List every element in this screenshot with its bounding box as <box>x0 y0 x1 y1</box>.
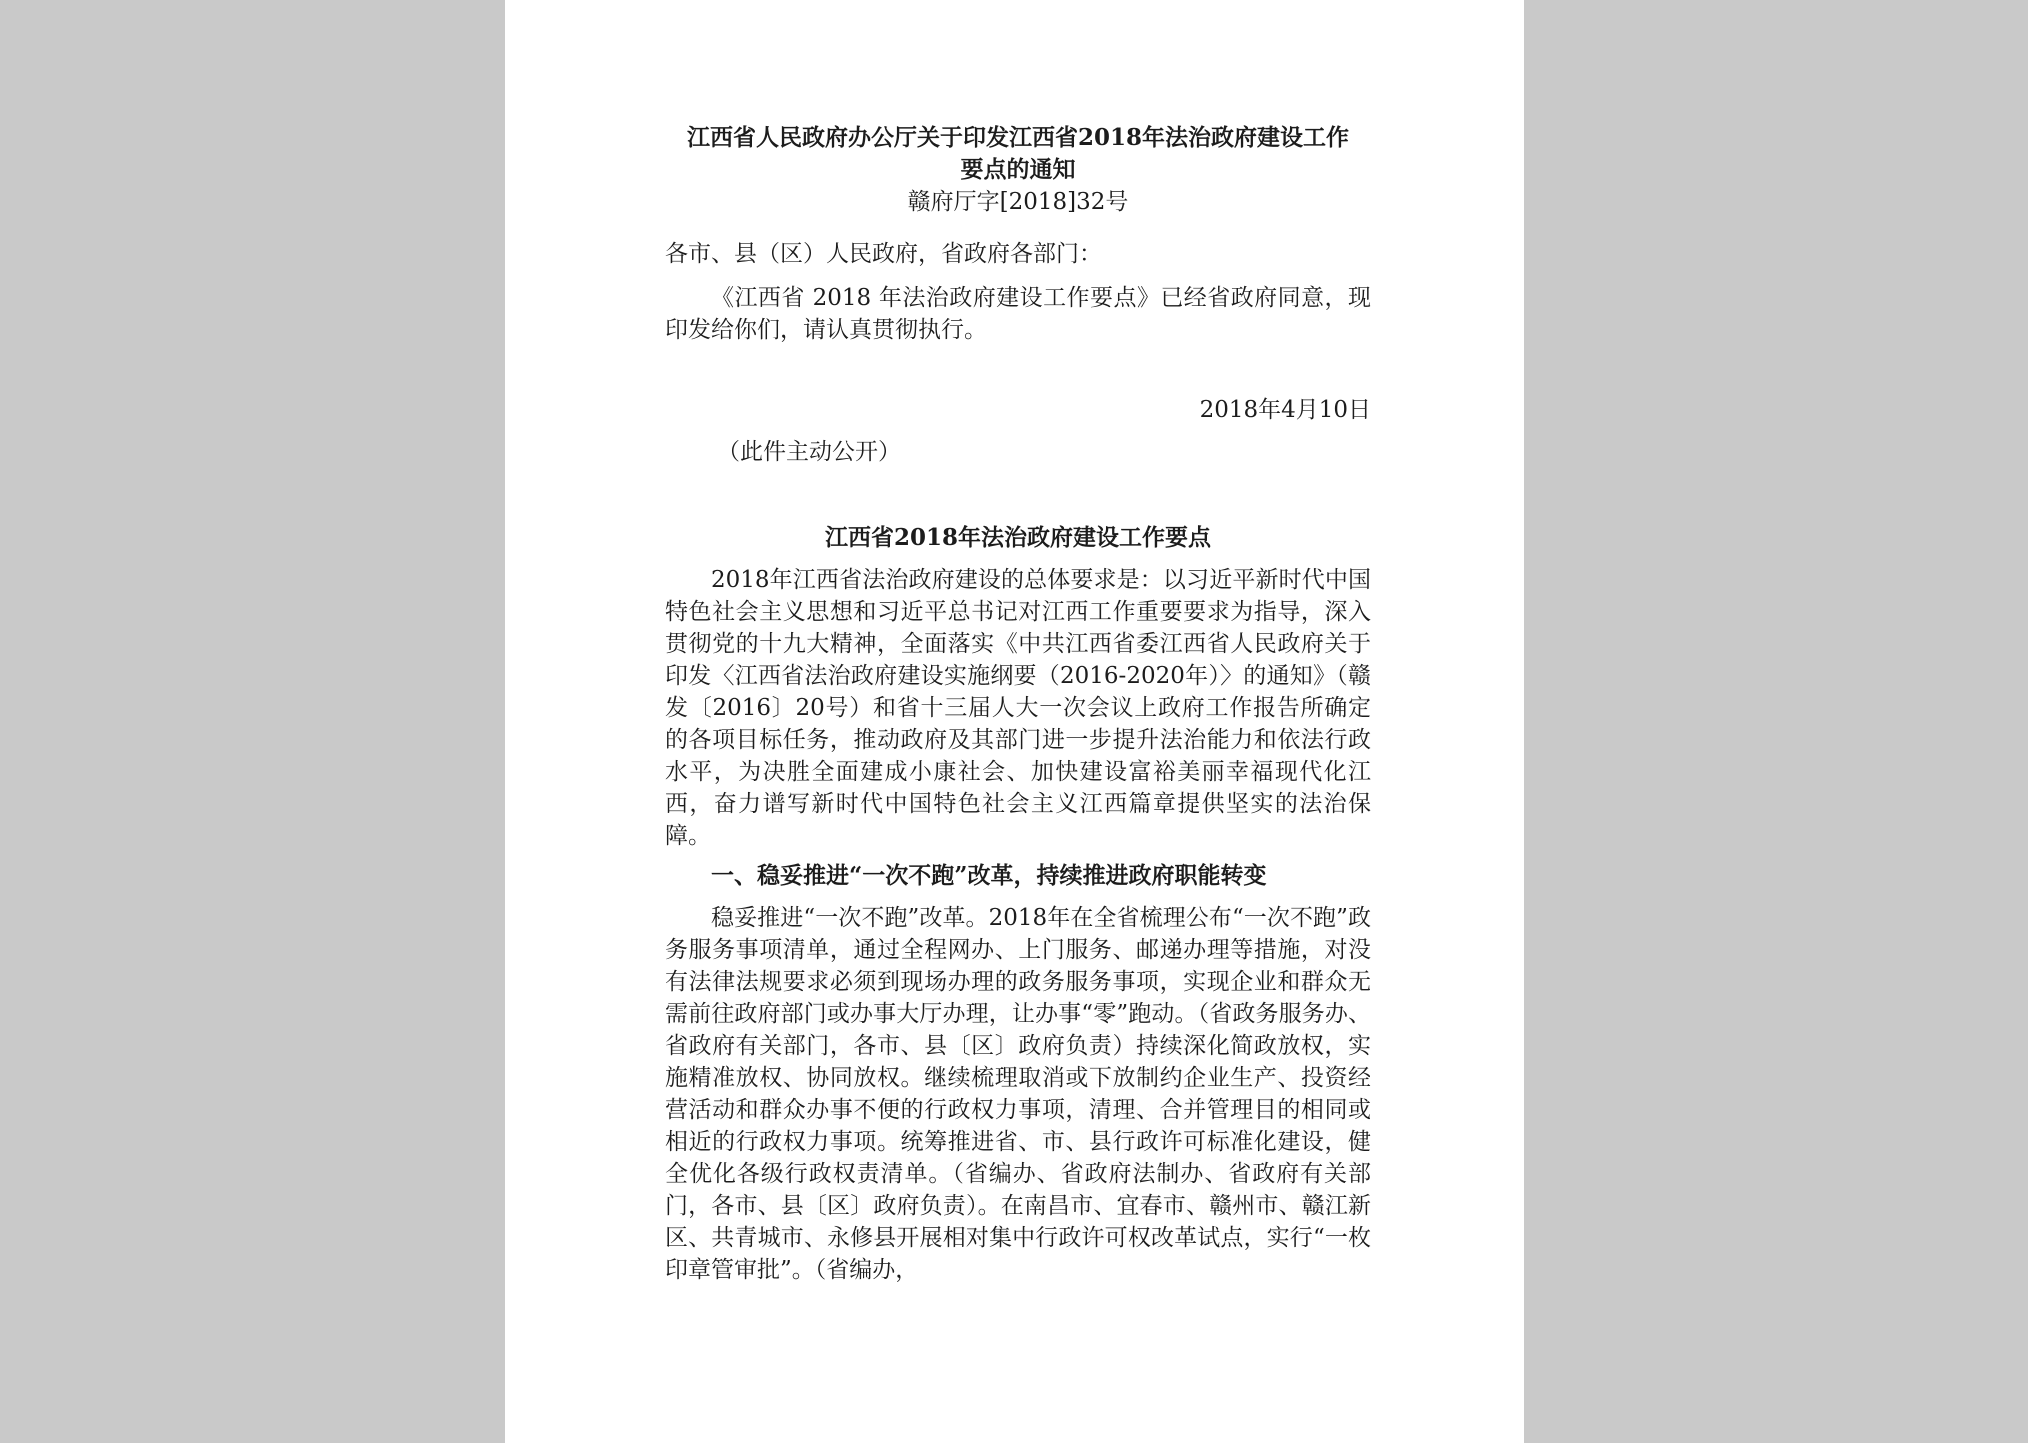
salutation: 各市、县（区）人民政府，省政府各部门： <box>665 241 1102 267</box>
disclosure-note: （此件主动公开） <box>717 439 901 465</box>
document-page <box>505 0 1524 1443</box>
intro-paragraph: 2018年江西省法治政府建设的总体要求是：以习近平新时代中国特色社会主义思想和习近平总书记对江西工作重要要求为指导，深入贯彻党的十九大精神，全面落实《中共江西省委江西省人民政府关于印发〈江西省法治政府建设实施纲要（2016-2020年）〉的通知》（赣发〔2016〕20号）和省十三届人大一次会议上政府工作报告所确定的各项目标任务，推动政府及其部门进一步提升法治能力和依法行政水平，为决胜全面建成小康社会、加快建设富裕美丽幸福现代化江西，奋力谱写新时代中国特色社会主义江西篇章提供坚实的法治保障。 <box>665 567 1371 849</box>
document-number: 赣府厅字[2018]32号 <box>907 189 1129 215</box>
issue-date: 2018年4月10日 <box>1199 397 1371 423</box>
section-1-paragraph: 稳妥推进“一次不跑”改革。2018年在全省梳理公布“一次不跑”政务服务事项清单，通过全程网办、上门服务、邮递办理等措施，对没有法律法规要求必须到现场办理的政务服务事项，实现企业和群众无需前往政府部门或办事大厅办理，让办事“零”跑动。（省政务服务办、省政府有关部门，各市、县〔区〕政府负责）持续深化简政放权，实施精准放权、协同放权。继续梳理取消或下放制约企业生产、投资经营活动和群众办事不便的行政权力事项，清理、合并管理目的相同或相近的行政权力事项。统筹推进省、市、县行政许可标准化建设，健全优化各级行政权责清单。（省编办、省政府法制办、省政府有关部门，各市、县〔区〕政府负责）。在南昌市、宜春市、赣州市、赣江新区、共青城市、永修县开展相对集中行政许可权改革试点，实行“一枚印章管审批”。（省编办， <box>665 905 1371 1283</box>
attachment-title: 江西省2018年法治政府建设工作要点 <box>824 524 1211 551</box>
section-1-heading: 一、稳妥推进“一次不跑”改革，持续推进政府职能转变 <box>711 862 1267 889</box>
document-title-line-1: 江西省人民政府办公厅关于印发江西省2018年法治政府建设工作 <box>686 124 1349 151</box>
notice-paragraph: 《江西省 2018 年法治政府建设工作要点》已经省政府同意，现印发给你们，请认真贯彻执行。 <box>665 285 1371 343</box>
document-title-line-2: 要点的通知 <box>960 156 1076 183</box>
